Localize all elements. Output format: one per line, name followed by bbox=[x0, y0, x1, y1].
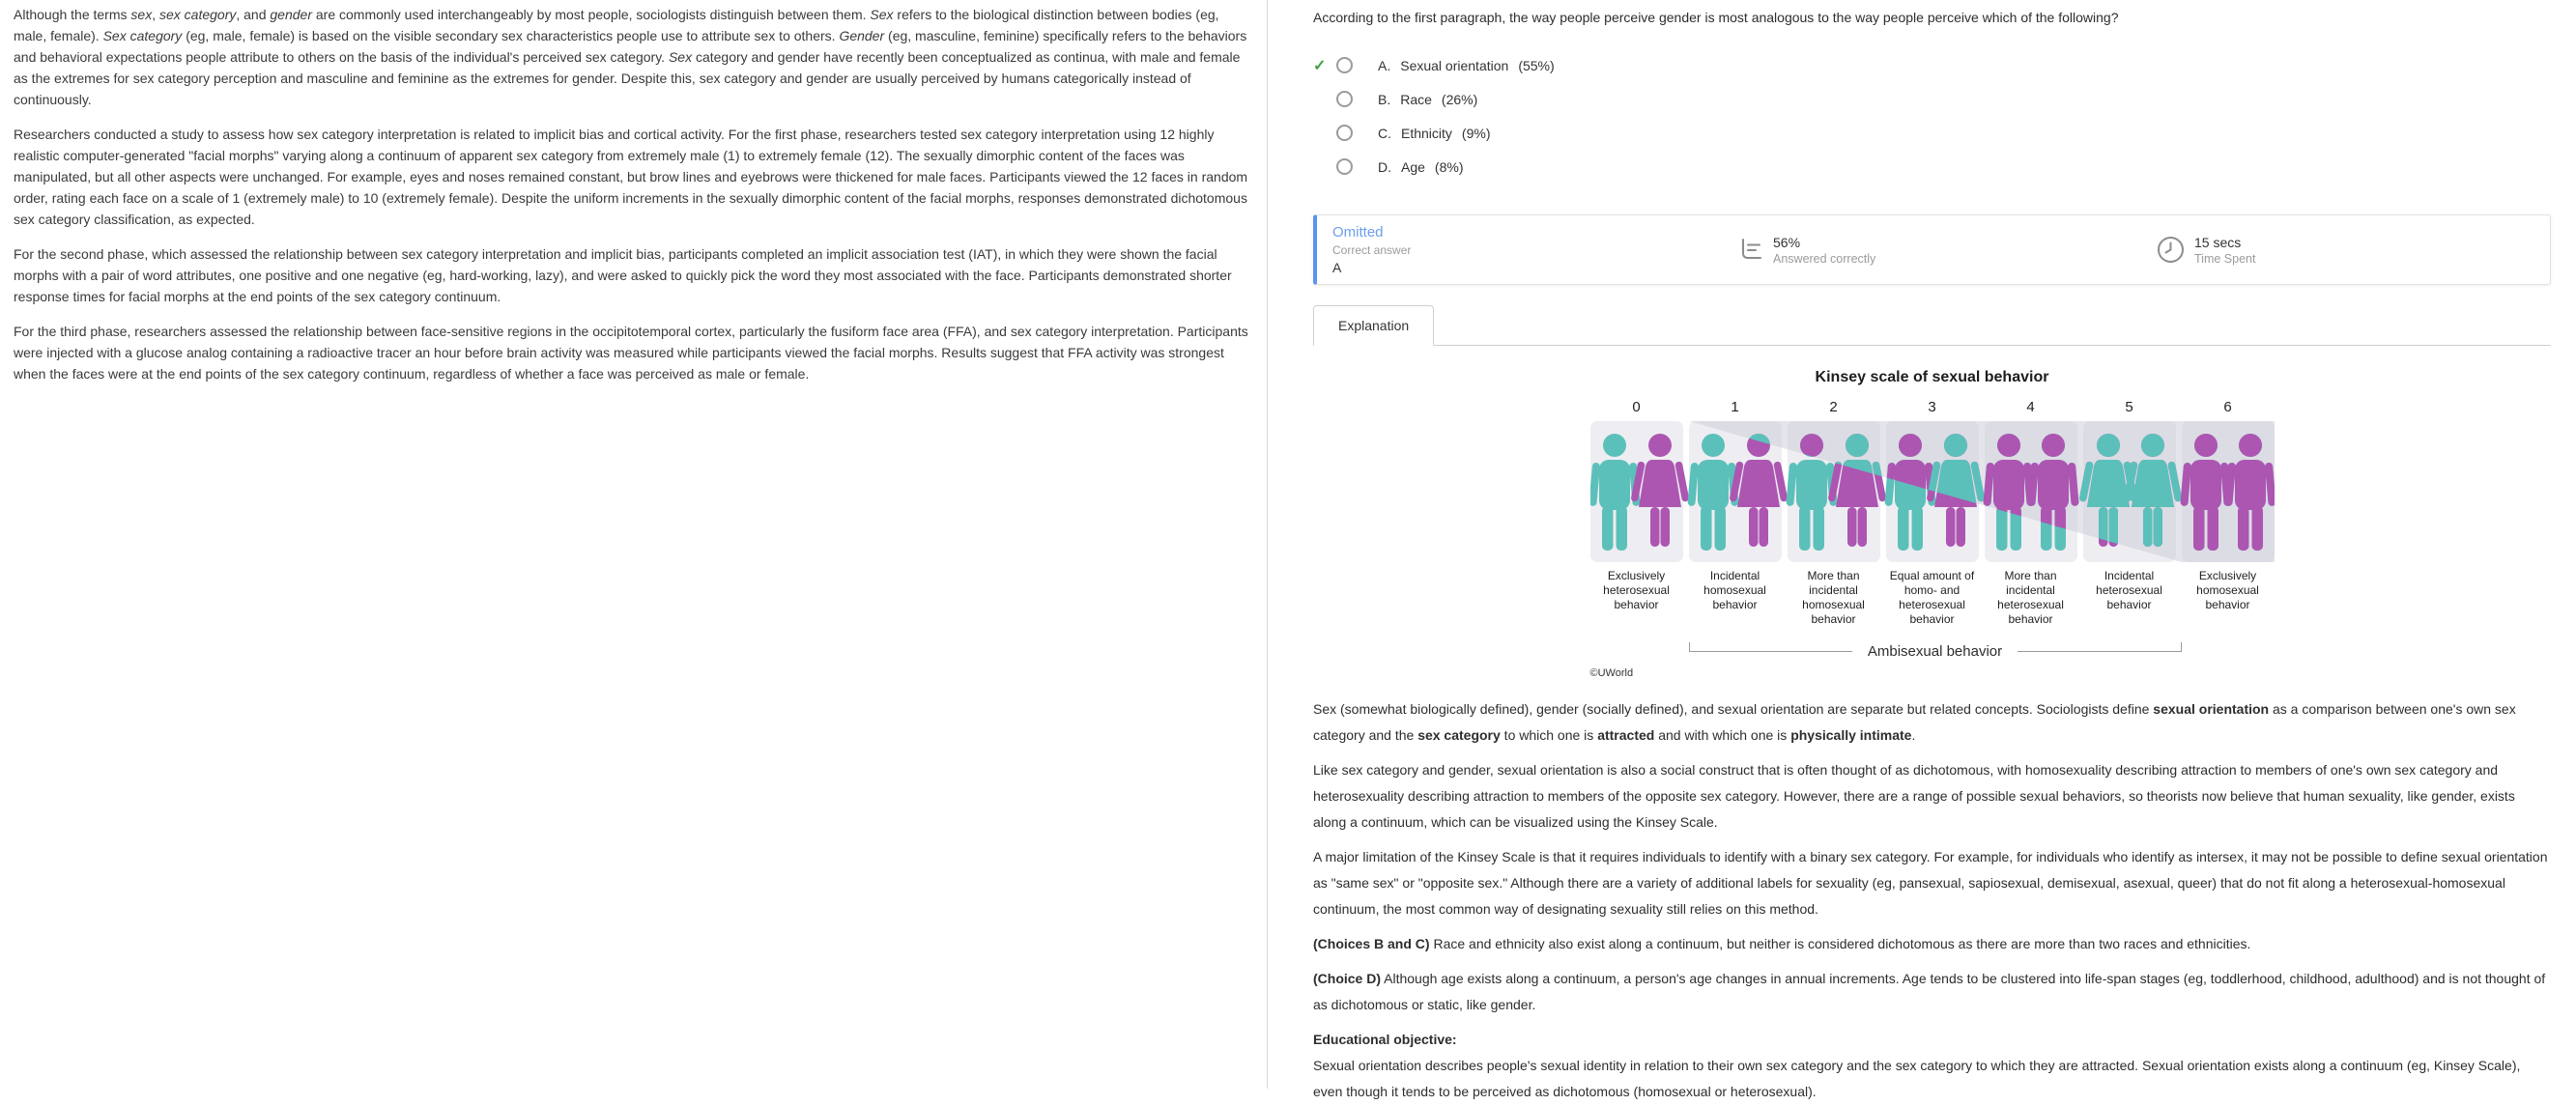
answered-correctly-text bbox=[1773, 235, 1875, 266]
option-letter: D. bbox=[1378, 158, 1391, 175]
question-stats-box bbox=[1313, 214, 2551, 285]
uworld-credit: ©UWorld bbox=[1589, 667, 1634, 679]
option-percentage: (26%) bbox=[1441, 91, 1478, 107]
clock-icon bbox=[2156, 235, 2186, 265]
result-block bbox=[1332, 224, 1738, 275]
kinsey-panel-label: Exclusively homosexual behavior bbox=[2196, 569, 2259, 611]
kinsey-number: 3 bbox=[1928, 399, 1936, 415]
paragraph: Although the terms sex, sex category, and gender are commonly used interchangeably by most people, sociologists distinguish between them. Sex refers to the biological distinction between bodies (eg, male, female). Sex category (eg, male, female) is based on the visible secondary sex characteristics people use to attribute sex to others. Gender (eg, masculine, feminine) specifically refers to the behaviors and behavioral expectations people attribute to others on the basis of the individual's perceived sex category. Sex category and gender have recently been conceptualized as continua, with male and female as the extremes for sex category perception and masculine and feminine as the extremes for gender. Despite this, sex category and gender are usually perceived by humans categorically instead of continuously. bbox=[14, 7, 1247, 107]
paragraph: Sexual orientation describes people's sexual identity in relation to their own sex category and the sex category to which they are attracted. Sexual orientation exists along a continuum (eg, Kinsey Scale), even though it tends to be perceived as dichotomous (homosexual or heterosexual). bbox=[1313, 1058, 2521, 1099]
option-letter: C. bbox=[1378, 125, 1391, 141]
kinsey-panel-label: Incidental heterosexual behavior bbox=[2096, 569, 2162, 611]
paragraph: Like sex category and gender, sexual orientation is also a social construct that is often thought of as dichotomous, with homosexuality describing attraction to members of one's own sex category and heterosexuality describing attraction to members of the opposite sex category. However, there are a range of possible sexual behaviors, so theorists now believe that human sexuality, like gender, exists along a continuum, which can be visualized using the Kinsey Scale. bbox=[1313, 762, 2515, 830]
ambisexual-label: Ambisexual behavior bbox=[1867, 643, 2003, 660]
time-spent-value: 15 secs bbox=[2194, 234, 2242, 250]
paragraph: (Choices B and C) Race and ethnicity also exist along a continuum, but neither is considered dichotomous as there are more than two races and ethnicities. bbox=[1313, 936, 2251, 951]
question-pane bbox=[1269, 0, 2576, 1099]
kinsey-panels-graphic bbox=[1590, 421, 2275, 562]
correct-answer-label: Correct answer bbox=[1332, 243, 1412, 257]
time-spent-block bbox=[2156, 235, 2255, 266]
explanation-body bbox=[1313, 696, 2551, 1105]
option-radio[interactable] bbox=[1336, 125, 1353, 141]
kinsey-scale-numbers bbox=[1590, 399, 2275, 415]
paragraph: A major limitation of the Kinsey Scale is that it requires individuals to identify with a binary sex category. For example, for individuals who identify as intersex, it may not be possible to define sexual orientation as "same sex" or "opposite sex." Although there are a variety of additional labels for sexuality (eg, pansexual, sapiosexual, demisexual, asexual, queer) that do not fit along a heterosexual-homosexual continuum, the most common way of designating sexuality still relies on this method. bbox=[1313, 849, 2548, 917]
kinsey-panel-labels bbox=[1590, 569, 2275, 627]
option-text: Age bbox=[1401, 158, 1425, 175]
paragraph: (Choice D) Although age exists along a continuum, a person's age changes in annual increments. Age tends to be clustered into life-span stages (eg, toddlerhood, childhood, adulthood) and is not thought of as dichotomous or static, like gender. bbox=[1313, 971, 2546, 1012]
option-letter: B. bbox=[1378, 91, 1391, 107]
option-radio[interactable] bbox=[1336, 158, 1353, 175]
answer-options bbox=[1313, 48, 2551, 184]
option-text: Sexual orientation bbox=[1400, 57, 1509, 73]
kinsey-title: Kinsey scale of sexual behavior bbox=[1815, 369, 2049, 385]
kinsey-number: 6 bbox=[2223, 399, 2232, 415]
ambisexual-bracket bbox=[1689, 636, 2182, 660]
kinsey-panel-label: Exclusively heterosexual behavior bbox=[1603, 569, 1670, 611]
correct-answer-value: A bbox=[1332, 260, 1342, 275]
passage-pane bbox=[0, 0, 1268, 1089]
time-spent-label: Time Spent bbox=[2194, 251, 2256, 266]
option-text: Race bbox=[1400, 91, 1432, 107]
time-spent-text bbox=[2194, 235, 2255, 266]
bracket-line-left bbox=[1689, 642, 1852, 652]
bar-chart-icon bbox=[1738, 237, 1764, 263]
paragraph: For the third phase, researchers assessed the relationship between face-sensitive regions in the occipitotemporal cortex, particularly the fusiform face area (FFA), and sex category interpretation. Participants were injected with a glucose analog containing a radioactive tracer an hour before brain activity was measured while participants viewed the facial morphs. Results suggest that FFA activity was strongest when the faces were at the end points of the sex category continuum, regardless of whether a face was perceived as male or female. bbox=[14, 324, 1248, 382]
option-radio[interactable] bbox=[1336, 57, 1353, 73]
answered-correctly-value: 56% bbox=[1773, 234, 1801, 250]
answer-option[interactable] bbox=[1313, 116, 2551, 150]
option-percentage: (55%) bbox=[1518, 57, 1555, 73]
option-letter: A. bbox=[1378, 57, 1391, 73]
answered-correctly-block bbox=[1738, 235, 2156, 266]
answer-option[interactable] bbox=[1313, 82, 2551, 116]
option-percentage: (9%) bbox=[1461, 125, 1491, 141]
answer-option[interactable] bbox=[1313, 150, 2551, 184]
option-text: Ethnicity bbox=[1401, 125, 1452, 141]
kinsey-panel-label: Equal amount of homo- and heterosexual behavior bbox=[1889, 569, 1975, 626]
kinsey-number: 0 bbox=[1632, 399, 1641, 415]
kinsey-panel-label: Incidental homosexual behavior bbox=[1703, 569, 1766, 611]
tab-bar bbox=[1313, 304, 2551, 346]
kinsey-panel-label: More than incidental heterosexual behavior bbox=[1997, 569, 2064, 626]
bracket-line-right bbox=[2018, 642, 2181, 652]
correct-check-icon: ✓ bbox=[1313, 57, 1327, 74]
result-status: Omitted bbox=[1332, 224, 1384, 241]
passage bbox=[14, 4, 1250, 384]
kinsey-number: 2 bbox=[1829, 399, 1838, 415]
paragraph: For the second phase, which assessed the relationship between sex category interpretation and implicit bias, participants completed an implicit association test (IAT), in which they were shown the facial morphs with a pair of word attributes, one positive and one negative (eg, hard-working, lazy), and were asked to quickly pick the word they most associated with the face. Participants demonstrated shorter response times for facial morphs at the end points of the sex category continuum. bbox=[14, 246, 1232, 304]
answered-correctly-label: Answered correctly bbox=[1773, 251, 1876, 266]
kinsey-number: 4 bbox=[2026, 399, 2035, 415]
kinsey-number: 1 bbox=[1731, 399, 1739, 415]
tab-explanation[interactable]: Explanation bbox=[1313, 305, 1434, 346]
option-percentage: (8%) bbox=[1434, 158, 1464, 175]
answer-option[interactable] bbox=[1313, 48, 2551, 82]
kinsey-number: 5 bbox=[2125, 399, 2133, 415]
option-radio[interactable] bbox=[1336, 91, 1353, 107]
paragraph: Educational objective: bbox=[1313, 1032, 1457, 1047]
paragraph: Sex (somewhat biologically defined), gender (socially defined), and sexual orientation are separate but related concepts. Sociologists define sexual orientation as a comparison between one's own sex category and the sex category to which one is attracted and with which one is physically intimate. bbox=[1313, 701, 2516, 743]
paragraph: Researchers conducted a study to assess how sex category interpretation is related to implicit bias and cortical activity. For the first phase, researchers tested sex category interpretation using 12 highly realistic computer-generated "facial morphs" varying along a continuum of apparent sex category from extremely male (1) to extremely female (12). The sexually dimorphic content of the faces was manipulated, but all other aspects were unchanged. For example, eyes and noses remained constant, but brow lines and eyebrows were thickened for male faces. Participants viewed the 12 faces in random order, rating each face on a scale of 1 (extremely male) to 10 (extremely female). Despite the uniform increments in the sexually dimorphic content of the facial morphs, responses demonstrated dichotomous sex category classification, as expected. bbox=[14, 127, 1248, 227]
kinsey-figure bbox=[1590, 369, 2275, 679]
question-text: According to the first paragraph, the way people perceive gender is most analogous to the way people perceive which of the following? bbox=[1313, 10, 2119, 25]
kinsey-panel-label: More than incidental homosexual behavior bbox=[1802, 569, 1865, 626]
